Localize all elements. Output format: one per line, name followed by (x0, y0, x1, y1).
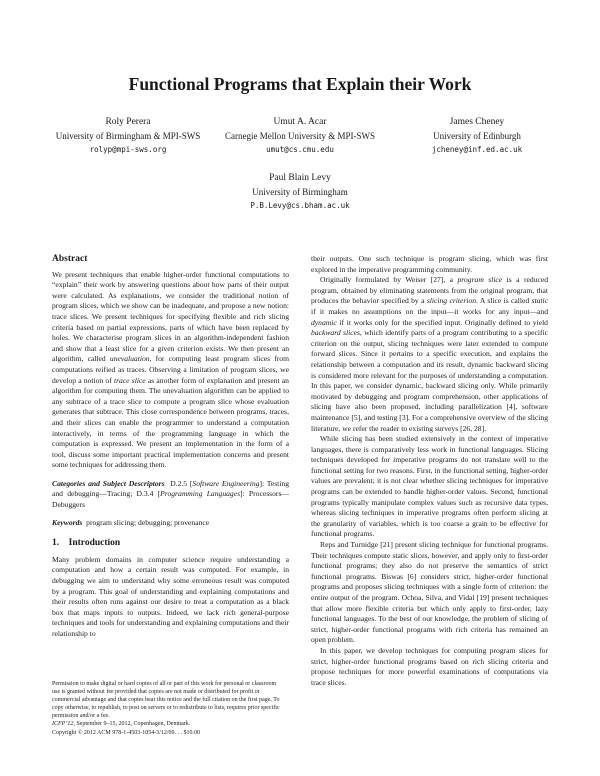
keywords: Keywords program slicing; debugging; provenance (52, 517, 210, 527)
introduction-heading: 1. Introduction (52, 538, 121, 549)
author-email: jcheney@inf.ed.ac.uk (431, 145, 523, 154)
author-perera (38, 116, 218, 157)
author-name: Roly Perera (105, 117, 151, 127)
author-name: Umut A. Acar (273, 117, 327, 127)
author-affiliation: University of Birmingham & MPI-SWS (55, 130, 201, 141)
author-acar (208, 116, 392, 157)
introduction-body: Many problem domains in computer science require understanding a computation and how a certain result was computed. For example, in debugging we aim to understand why some erroneous result was computed by a program. This goal of understanding and explaining computations and their results often runs against our desire to treat a computation as a black box that maps inputs to outputs. Indeed, we lack rich general-purpose techniques and tools for understanding and explaining computations and their relationship to (52, 554, 289, 638)
venue-line: ICFP’12, September 9–15, 2012, Copenhagen, Denmark. (52, 721, 191, 728)
author-levy (200, 172, 400, 213)
author-affiliation: University of Birmingham (252, 186, 348, 197)
categories: Categories and Subject Descriptors D.2.5 [Software Engineering]: Testing and debugging—Tracing; D.3.4 [Programming Languages]: Processors—Debuggers (52, 478, 289, 510)
author-email: P.B.Levy@cs.bham.ac.uk (250, 201, 350, 210)
author-name: Paul Blain Levy (269, 173, 331, 183)
author-email: rolyp@mpi-sws.org (89, 145, 167, 154)
abstract-heading: Abstract (52, 254, 88, 264)
author-name: James Cheney (449, 117, 505, 127)
right-column (311, 254, 548, 688)
permission-text: Permission to make digital or hard copies of all or part of this work for personal or classroom use is granted without fee provided that copies are not made or distributed for profit or commercial advantage and that copies bear this notice and the full citation on the first page. To copy otherwise, to republish, to post on servers or to redistribute to lists, requires prior specific permission and/or a fee. (52, 681, 280, 720)
author-email: umut@cs.cmu.edu (266, 145, 334, 154)
left-column (52, 254, 289, 640)
abstract-body: We present techniques that enable higher-order functional computations to “explain” their work by answering questions about how parts of their output were calculated. As explanations, we consider the traditional notion of program slices, which we show can be inadequate, and propose a new notion: trace slices. We present techniques for specifying flexible and rich slicing criteria based on partial expressions, parts of which have been replaced by holes. We characterise program slices in an algorithm-independent fashion and show that a least slice for a given criterion exists. We then present an algorithm, called unevaluation, for computing least program slices from computations reified as traces. Observing a limitation of program slices, we develop a notion of trace slice as another form of explanation and present an algorithm for computing them. The unevaluation algorithm can be applied to any subtrace of a trace slice to compute a program slice whose evaluation generates that subtrace. This close correspondence between programs, traces, and their slices can enable the programmer to understand a computation interactively, in terms of the programming language in which the computation is expressed. We present an implementation in the form of a tool, discuss some important practical implementation concerns and present some techniques for addressing them. (52, 269, 290, 470)
right-paragraph: While slicing has been studied extensively in the context of imperative languages, there is comparatively less work in functional languages. Slicing techniques developed for imperative programs do not translate well to the functional setting for two reasons. First, in the functional setting, higher-order values are prevalent; it is not clear whether slicing techniques for imperative programs can be extended to handle higher-order values. Second, functional programs typically manipulate complex values such as recursive data types, whereas slicing techniques in imperative programs often perform slicing at the granularity of variables, which is too coarse a grain to be effective for functional programs. (311, 434, 548, 539)
right-paragraph: their outputs. One such technique is program slicing, which was first explored in the imperative programming community. (311, 254, 548, 274)
right-paragraph: Reps and Turnidge [21] present slicing technique for functional programs. Their techniques compute static slices, however, and apply only to first-order functional programs; they also do not preserve the semantics of strict functional programs. Biswas [6] considers strict, higher-order functional programs and proposes slicing techniques with a single form of criterion: the entire output of the program. Ochoa, Silva, and Vidal [19] present techniques that allow more flexible criteria but which only apply to first-order, lazy functional languages. To the best of our knowledge, the problem of slicing of strict, higher-order functional programs with rich criteria has remained an open problem. (311, 540, 548, 645)
copyright-line: Copyright © 2012 ACM 978-1-4503-1054-3/12/09. . . $10.00 (52, 729, 201, 736)
paper-title: Functional Programs that Explain their Work (128, 74, 472, 94)
right-paragraph: In this paper, we develop techniques for computing program slices for strict, higher-order functional programs based on rich slicing criteria and propose techniques for more powerful examinations of computations via trace slices. (311, 645, 548, 687)
permission-footnote (52, 680, 284, 737)
author-affiliation: University of Edinburgh (433, 130, 521, 141)
author-cheney (392, 116, 562, 157)
right-paragraph: Originally formulated by Weiser [27], a program slice is a reduced program, obtained by eliminating statements from the original program, that produces the behavior specified by a slicing criterion. A slice is called static if it makes no assumptions on the input—it works for any input—and dynamic if it works only for the specified input. Originally defined to yield backward slices, which identify parts of a program contributing to a specific criterion on the output, slicing techniques were later extended to compute forward slices. Since it pertains to a specific execution, and explains the relationship between a computation and its result, dynamic backward slicing is considered more relevant for the purposes of understanding a computation. In this paper, we consider dynamic, backward slicing only. While primarily motivated by debugging and program comprehension, other applications of slicing have also been proposed, including parallelization [4], software maintenance [5], and testing [3]. For a comprehensive overview of the slicing literature, we refer the reader to existing surveys [26, 28]. (311, 275, 548, 433)
author-affiliation: Carnegie Mellon University & MPI-SWS (225, 130, 375, 141)
